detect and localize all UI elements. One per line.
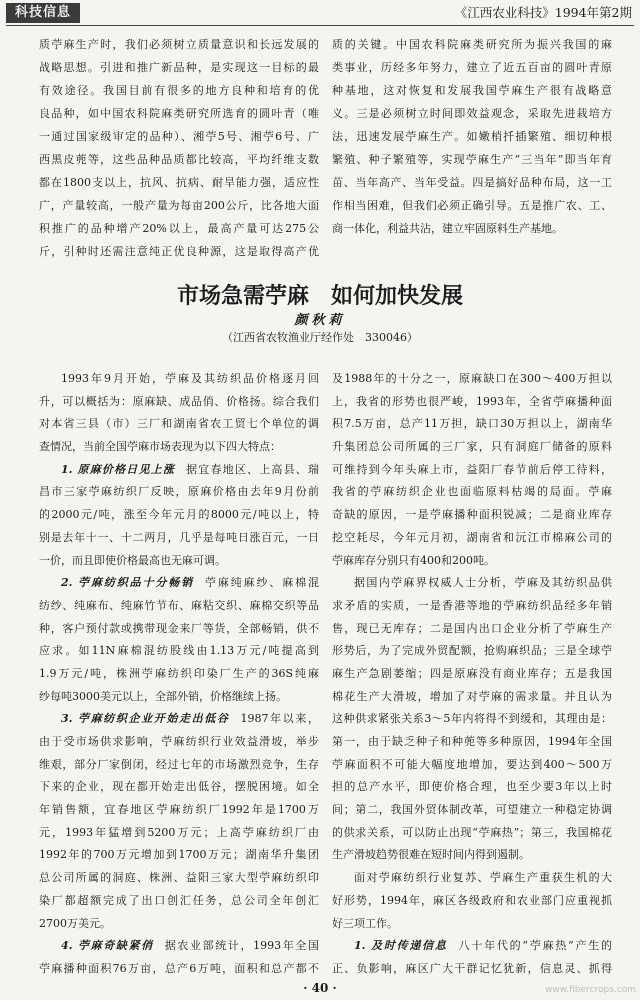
text-line: 下来的企业，现在都开始走出低谷，摆脱困境。如全: [39, 780, 319, 794]
text-line: 质苧麻生产时，我们必须树立质量意识和长远发展的: [39, 38, 319, 51]
text-line: 正、负影响，麻区广大干群记忆犹新，信息灵、抓得: [332, 961, 612, 975]
top-left-column: [39, 33, 319, 263]
text-line: 纺纱、纯麻布、纯麻竹节布、麻粘交织、麻棉交织等品: [39, 598, 319, 612]
text-line: 苧麻库存分别只有400和200吨。: [332, 553, 495, 567]
text-line: 类事业，历经多年努力，建立了近五百亩的圆叶青原: [332, 61, 612, 74]
item-heading: 3. 苧麻纺织企业开始走出低谷: [61, 712, 230, 726]
text-line: 别是去年十一、十二两月，几乎是每吨日涨百元，一日: [39, 530, 319, 544]
text-line: 作相当困难，但我们必须正确引导。五是推广农、工、: [332, 199, 612, 212]
item-heading: 1. 及时传递信息: [354, 939, 448, 953]
text-line: 1993年9月开始，苧麻及其纺织品价格逐月回: [61, 372, 319, 385]
text-line: 年销售额，宜春地区苧麻纺织厂1992年是1700万: [39, 803, 319, 817]
text-line: 我省的苧麻纺织企业也面临原料枯竭的局面。苧麻: [332, 485, 612, 499]
text-line: 1992年的700万元增加到1700万元；湖南华升集团: [39, 848, 319, 862]
text-line: 麻生产急剧萎缩；四是原麻没有商业库存；五是我国: [332, 666, 612, 680]
text-line: 昌市三家苧麻纺织厂反映，原麻价格由去年9月份前: [39, 485, 319, 499]
item-text: 据宜春地区、上高县、瑞: [186, 462, 319, 476]
text-line: 义。三是必须树立时间即效益观念，采取先进栽培方: [332, 107, 612, 120]
text-line: 棉花生产大滑坡，增加了对苧麻的需求量。并且认为: [332, 689, 612, 703]
text-line: 都在1800支以上，抗风、抗病、耐旱能力强，适应性: [39, 176, 319, 189]
text-line: 应求。如11N麻棉混纺股线由1.13万元/吨提高到: [39, 644, 319, 658]
article-right-column: [332, 368, 612, 981]
text-line: 苧麻播种面积76万亩，总产6万吨，面积和总产都不: [39, 961, 319, 975]
text-line: 这种供求紧张关系3～5年内将得不到缓和，其理由是：: [332, 712, 612, 726]
text-line: 1.9万元/吨，株洲苧麻纺织印染厂生产的36S纯麻: [39, 666, 319, 680]
text-line: 形势后，为了完成外贸配额，抢购麻织品；三是全球苧: [332, 644, 612, 658]
text-line: 间；第二，我国外贸体制改革，可望建立一种稳定协调: [332, 803, 612, 817]
item-heading: 1. 原麻价格日见上涨: [61, 462, 176, 476]
text-line: 总公司所属的洞庭、株洲、益阳三家大型苧麻纺织印: [39, 871, 319, 885]
text-line: 上，我省的形势也很严峻，1993年，全省苧麻播种面: [332, 394, 612, 408]
text-line: 查情况，当前全国苧麻市场表现为以下四大特点：: [39, 440, 281, 454]
text-line: 战略思想。引进和推广新品种，是实现这一目标的最: [39, 61, 319, 74]
text-line: 斤，引种时还需注意纯正优良种源，这是取得高产优: [39, 245, 319, 258]
text-line: 生产滑坡趋势很难在短时间内得到遏制。: [332, 848, 530, 862]
text-line: 一价，而且即使价格最高也无麻可调。: [39, 553, 226, 567]
text-line: 挖空耗尽，今年元月初，湖南省和沅江市棉麻公司的: [332, 530, 612, 544]
item-heading: 2. 苧麻纺织品十分畅销: [61, 576, 195, 590]
text-line: 升集团总公司所属的三厂家，只有洞庭厂储备的原料: [332, 440, 612, 454]
page-number: · 40 ·: [303, 981, 337, 995]
text-line: 元，1993年猛增到5200万元；上高苧麻纺织厂由: [39, 825, 319, 839]
journal-issue: 《江西农业科技》1994年第2期: [454, 5, 632, 20]
text-line: 广，产量较高，一般产量为每亩200公斤，比各地大面: [39, 199, 319, 212]
text-line: [332, 935, 612, 958]
text-line: 奇缺的原因，一是苧麻播种面积锐减；二是商业库存: [332, 508, 612, 522]
text-line: 及1988年的十分之一，原麻缺口在300～400万担以: [332, 372, 612, 385]
text-line: 积7.5万亩，总产11万担，缺口30万担以上，湖南华: [332, 417, 612, 431]
text-line: 可维持到今年头麻上市，益阳厂春节前后停工待料，: [332, 462, 612, 476]
text-line: [39, 708, 319, 731]
text-line: 苗、当年高产、当年受益。四是搞好品种布局，这一工: [332, 176, 612, 189]
text-line: 第一，由于缺乏种子和种蔸等多种原因，1994年全国: [332, 735, 612, 748]
text-line: 好三项工作。: [332, 916, 398, 930]
text-line: 面对苧麻纺织行业复苏、苧麻生产重获生机的大: [354, 871, 612, 885]
text-line: 良品种，如中国农科院麻类研究所选育的圆叶青（唯: [39, 107, 319, 120]
text-line: 2700万美元。: [39, 916, 111, 930]
text-line: 染厂都超额完成了出口创汇任务，总公司全年创汇: [39, 893, 319, 907]
text-line: 升，可以概括为：原麻缺、成品俏、价格扬。综合我们: [39, 394, 319, 408]
text-line: 的供求关系，可以防止出现“苧麻热”；第三，我国棉花: [332, 825, 612, 839]
text-line: 好形势，1994年，麻区各级政府和农业部门应重视抓: [332, 893, 612, 907]
author-affiliation: （江西省农牧渔业厅经作处 330046）: [222, 331, 418, 344]
text-line: [39, 572, 319, 595]
text-line: 法，迅速发展苧麻生产。如嫩梢扦插繁殖、细切种根: [332, 130, 612, 143]
text-line: 维艰，部分厂家倒闭，经过七年的市场激烈竞争，生存: [39, 757, 319, 771]
text-line: 种基地，这对恢复和发展我国苧麻生产很有战略意: [332, 84, 612, 97]
item-text: 苧麻纯麻纱、麻棉混: [205, 576, 319, 590]
text-line: 求矛盾的实质，一是香港等地的苧麻纺织品经多年销: [332, 598, 612, 612]
text-line: 一通过国家级审定的品种）、湘苧5号、湘苧6号、广: [39, 130, 319, 143]
item-text: 据农业部统计，1993年全国: [164, 939, 319, 953]
text-line: 商一体化，利益共沾，建立牢固原料生产基地。: [332, 222, 563, 235]
watermark: www.fibercrops.com: [545, 985, 636, 995]
article-left-column: [39, 368, 319, 981]
text-line: 有效途径。我国目前有很多的地方良种和培育的优: [39, 84, 319, 97]
text-line: 西黑皮蔸等，这些品种品质都比较高，平均纤维支数: [39, 153, 319, 166]
text-line: 售，现已无库存；二是国内出口企业分析了苧麻生产: [332, 621, 612, 635]
text-line: 担的总产水平，即使价格合理，也至少要3年以上时: [332, 780, 612, 794]
section-label: 科技信息: [6, 3, 80, 23]
top-right-column: [332, 33, 612, 240]
article-title: 市场急需苧麻 如何加快发展: [176, 284, 463, 309]
text-line: [39, 935, 319, 958]
text-line: 对本省三县（市）三厂和湖南省农工贸七个单位的调: [39, 417, 319, 431]
text-line: 苧麻面积不可能大幅度地增加，要达到400～500万: [332, 757, 612, 771]
text-line: 据国内苧麻界权威人士分析，苧麻及其纺织品供: [354, 576, 612, 590]
text-line: 种，客户预付款或携带现金来厂等货，全部畅销，供不: [39, 621, 319, 635]
text-line: [39, 459, 319, 482]
text-line: 纱每吨3000美元以上，全部外销，价格继续上扬。: [39, 689, 287, 703]
text-line: 由于受市场供求影响，苧麻纺织行业效益滑坡，举步: [39, 735, 319, 748]
item-text: 1987年以来，: [240, 712, 319, 726]
text-line: 的2000元/吨，涨至今年元月的8000元/吨以上，特: [39, 508, 319, 522]
article-author: 颜秋莉: [294, 313, 346, 328]
text-line: 繁殖、种子繁殖等，实现苧麻生产“三当年”即当年育: [332, 153, 612, 166]
text-line: 质的关键。中国农科院麻类研究所为振兴我国的麻: [332, 38, 612, 51]
header-rule: [6, 25, 634, 26]
item-text: 八十年代的“苧麻热”产生的: [458, 939, 612, 953]
item-heading: 4. 苧麻奇缺紧俏: [61, 939, 154, 953]
text-line: 积推广的品种增产20%以上，最高产量可达275公: [39, 222, 319, 235]
